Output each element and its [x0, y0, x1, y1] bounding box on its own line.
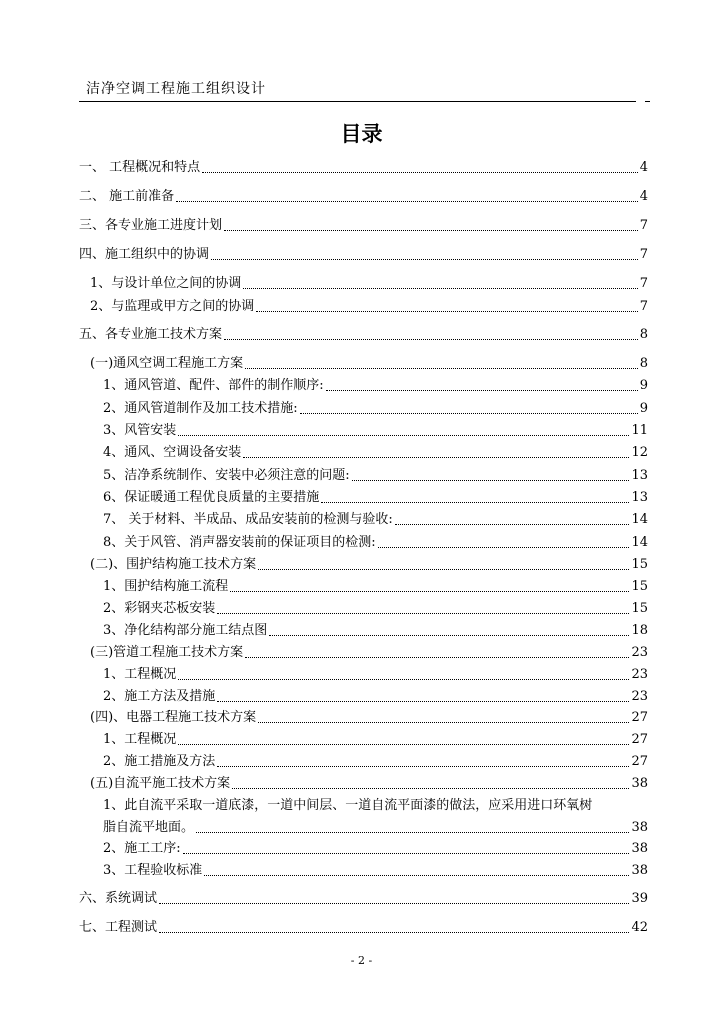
toc-entry-text: (一)通风空调工程施工方案	[90, 356, 244, 371]
toc-leader	[178, 435, 629, 436]
toc-entry[interactable]	[79, 214, 648, 234]
toc-entry-text: 6、保证暖通工程优良质量的主要措施	[103, 490, 320, 505]
toc-entry-text: 2、施工方法及措施	[103, 689, 216, 704]
toc-leader	[217, 701, 629, 702]
toc-entry[interactable]	[90, 295, 648, 315]
toc-entry-page: 4	[639, 160, 648, 175]
toc-entry-page: 11	[631, 423, 648, 438]
toc-entry-page: 15	[631, 557, 648, 572]
toc-entry[interactable]	[103, 597, 648, 617]
toc-entry-text: 三、各专业施工进度计划	[79, 218, 223, 233]
toc-entry[interactable]	[79, 156, 648, 176]
toc-entry-page: 14	[631, 512, 648, 527]
toc-entry-text: 1、通风管道、配件、部件的制作顺序:	[103, 378, 324, 393]
toc-leader	[159, 932, 629, 933]
toc-leader	[321, 502, 629, 503]
toc-entry-text: 七、工程测试	[79, 920, 158, 935]
toc-entry-page: 7	[639, 299, 648, 314]
toc-entry-text: 二、 施工前准备	[79, 189, 175, 204]
toc-entry[interactable]	[103, 374, 648, 394]
toc-entry[interactable]	[90, 272, 648, 292]
toc-entry-text: 7、 关于材料、半成品、成品安装前的检测与验收:	[103, 512, 393, 527]
toc-entry-page: 4	[639, 189, 648, 204]
toc-entry[interactable]	[103, 619, 648, 639]
toc-leader	[211, 259, 638, 260]
toc-entry[interactable]	[103, 816, 648, 836]
toc-entry[interactable]	[103, 575, 648, 595]
toc-entry-text: 2、施工工序:	[103, 841, 181, 856]
toc-entry-page: 7	[639, 247, 648, 262]
page-number: - 2 -	[350, 954, 373, 967]
toc-entry-text: 2、彩钢夹芯板安装	[103, 601, 216, 616]
toc-leader	[178, 744, 629, 745]
toc-entry-text: (二)、围护结构施工技术方案	[90, 557, 257, 572]
toc-entry-text: 3、净化结构部分施工结点图	[103, 623, 268, 638]
toc-entry-text: 5、洁净系统制作、安装中必须注意的问题:	[103, 468, 350, 483]
toc-entry[interactable]	[79, 887, 648, 907]
toc-entry-page: 7	[639, 276, 648, 291]
toc-leader	[245, 657, 629, 658]
toc-entry-text: (三)管道工程施工技术方案	[90, 645, 244, 660]
toc-entry-text: (五)自流平施工技术方案	[90, 776, 231, 791]
document-header-title: 洁净空调工程施工组织设计	[86, 81, 266, 97]
toc-leader	[352, 480, 630, 481]
toc-entry[interactable]	[79, 916, 648, 936]
toc-entry[interactable]	[90, 641, 648, 661]
toc-entry[interactable]	[103, 419, 648, 439]
toc-entry[interactable]	[103, 464, 648, 484]
toc-entry-text: 脂自流平地面。	[103, 820, 195, 835]
toc-entry-text: 8、关于风管、消声器安装前的保证项目的检测:	[103, 535, 376, 550]
toc-entry-text: 4、通风、空调设备安装	[103, 445, 242, 460]
toc-leader	[224, 230, 638, 231]
toc-entry-page: 14	[631, 535, 648, 550]
toc-entry[interactable]	[103, 441, 648, 461]
toc-leader	[378, 547, 630, 548]
toc-leader	[395, 524, 630, 525]
toc-entry-page: 42	[631, 920, 648, 935]
toc-entry-page: 9	[639, 401, 648, 416]
toc-entry-page: 23	[631, 667, 648, 682]
toc-leader	[256, 311, 637, 312]
toc-entry-text: 2、施工措施及方法	[103, 754, 216, 769]
toc-leader	[258, 722, 629, 723]
toc-entry-text: 1、工程概况	[103, 732, 177, 747]
toc-leader	[230, 591, 629, 592]
toc-entry-text: 2、通风管道制作及加工技术措施:	[103, 401, 298, 416]
toc-entry-text-line1[interactable]: 1、此自流平采取一道底漆，一道中间层、一道自流平面漆的做法，应采用进口环氧树	[103, 798, 593, 813]
toc-entry-page: 7	[639, 218, 648, 233]
toc-title: 目录	[340, 122, 383, 146]
toc-entry[interactable]	[103, 685, 648, 705]
toc-entry[interactable]	[103, 397, 648, 417]
header-rule	[79, 101, 636, 102]
toc-entry-text: 四、施工组织中的协调	[79, 247, 210, 262]
toc-entry[interactable]	[79, 185, 648, 205]
toc-leader	[183, 853, 630, 854]
toc-entry[interactable]	[103, 750, 648, 770]
toc-leader	[232, 788, 629, 789]
toc-entry[interactable]	[79, 323, 648, 343]
toc-entry[interactable]	[90, 352, 648, 372]
toc-entry-page: 12	[631, 445, 648, 460]
toc-entry-page: 8	[639, 327, 648, 342]
toc-entry[interactable]	[103, 728, 648, 748]
toc-entry-text: 3、工程验收标准	[103, 863, 203, 878]
toc-entry-page: 27	[631, 732, 648, 747]
toc-entry[interactable]	[90, 553, 648, 573]
toc-entry[interactable]	[79, 243, 648, 263]
toc-entry-text: 1、围护结构施工流程	[103, 579, 229, 594]
toc-entry-page: 13	[631, 490, 648, 505]
toc-entry-text: 六、系统调试	[79, 891, 158, 906]
toc-entry-page: 13	[631, 468, 648, 483]
toc-leader	[243, 457, 629, 458]
toc-leader	[176, 201, 638, 202]
toc-entry-page: 15	[631, 579, 648, 594]
toc-leader	[202, 172, 638, 173]
toc-entry[interactable]	[90, 772, 648, 792]
toc-entry-page: 9	[639, 378, 648, 393]
toc-leader	[243, 288, 637, 289]
toc-entry-page: 18	[631, 623, 648, 638]
toc-entry-page: 38	[631, 841, 648, 856]
toc-leader	[159, 903, 629, 904]
toc-entry[interactable]	[103, 859, 648, 879]
toc-entry-page: 39	[631, 891, 648, 906]
toc-leader	[300, 413, 638, 414]
toc-entry-text: 1、与设计单位之间的协调	[90, 276, 242, 291]
toc-entry-page: 27	[631, 754, 648, 769]
toc-entry[interactable]	[103, 486, 648, 506]
toc-entry-page: 23	[631, 645, 648, 660]
toc-entry-page: 38	[631, 820, 648, 835]
toc-leader	[245, 368, 638, 369]
toc-entry-page: 15	[631, 601, 648, 616]
toc-entry-text: (四)、电器工程施工技术方案	[90, 710, 257, 725]
toc-entry-text: 一、 工程概况和特点	[79, 160, 201, 175]
toc-entry-page: 27	[631, 710, 648, 725]
toc-leader	[217, 766, 629, 767]
toc-leader	[269, 635, 629, 636]
toc-leader	[178, 679, 629, 680]
toc-entry[interactable]	[90, 706, 648, 726]
toc-entry-text: 1、工程概况	[103, 667, 177, 682]
toc-entry[interactable]	[103, 531, 648, 551]
toc-entry-page: 8	[639, 356, 648, 371]
toc-leader	[196, 832, 629, 833]
toc-leader	[326, 390, 638, 391]
header-rule-tail	[645, 101, 650, 102]
toc-entry[interactable]	[103, 508, 648, 528]
toc-leader	[217, 613, 629, 614]
toc-leader	[204, 875, 629, 876]
toc-leader	[224, 339, 638, 340]
toc-entry-page: 38	[631, 863, 648, 878]
toc-entry-text: 五、各专业施工技术方案	[79, 327, 223, 342]
toc-entry[interactable]	[103, 837, 648, 857]
toc-entry[interactable]	[103, 663, 648, 683]
toc-entry-text: 3、风管安装	[103, 423, 177, 438]
toc-entry-page: 38	[631, 776, 648, 791]
toc-entry-text: 2、与监理或甲方之间的协调	[90, 299, 255, 314]
toc-entry-page: 23	[631, 689, 648, 704]
toc-leader	[258, 569, 629, 570]
